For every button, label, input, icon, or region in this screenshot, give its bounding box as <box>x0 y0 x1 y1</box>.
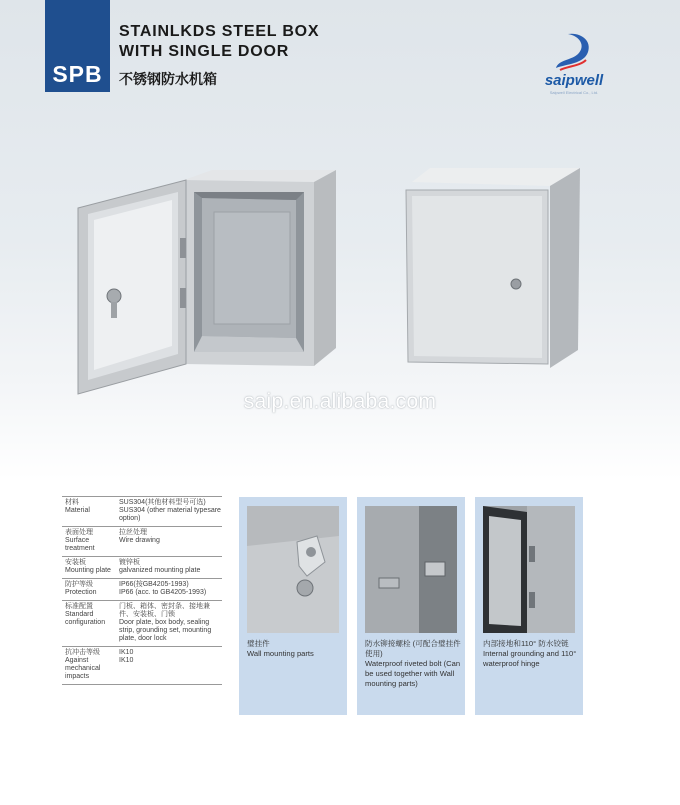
logo-tagline: Saipwell Electrical Co., Ltd. <box>549 90 599 95</box>
product-title <box>119 22 319 62</box>
logo-wordmark: saipwell <box>544 72 604 89</box>
spec-value-cell: 镀锌板 galvanized mounting plate <box>119 557 222 579</box>
spec-label-cell: 表面处理 Surface treatment <box>62 527 119 557</box>
hinge-photo <box>483 506 575 633</box>
watermark: saip.en.alibaba.com <box>243 390 437 413</box>
feature-panel-wall-mount <box>239 497 347 715</box>
closed-enclosure-image <box>400 164 580 374</box>
riveted-bolt-photo <box>365 506 457 633</box>
feature-caption: 防水铆接螺栓 (可配合璧挂件使用) Waterproof riveted bolt (Can be used together with Wall mounting parts) <box>365 639 461 688</box>
spec-label-cell: 材料 Material <box>62 497 119 527</box>
table-row <box>62 579 222 601</box>
table-row <box>62 497 222 527</box>
title-line-2: WITH SINGLE DOOR <box>119 43 290 60</box>
spec-table <box>62 496 222 685</box>
table-row <box>62 557 222 579</box>
feature-panel-riveted-bolt <box>357 497 465 715</box>
spec-label-cell: 防护等级 Protection <box>62 579 119 601</box>
table-row <box>62 647 222 685</box>
spec-label-cell: 标准配置 Standard configuration <box>62 601 119 647</box>
saipwell-logo <box>528 30 620 100</box>
spec-value-cell: 拉丝处理 Wire drawing <box>119 527 222 557</box>
title-line-1: STAINLKDS STEEL BOX <box>119 23 320 40</box>
spec-value-cell: SUS304(其他材料型号可选) SUS304 (other material typesare option) <box>119 497 222 527</box>
feature-caption: 内部接地和110° 防水铰链 Internal grounding and 110° waterproof hinge <box>483 639 577 668</box>
open-enclosure-image <box>74 168 344 408</box>
feature-panel-hinge <box>475 497 583 715</box>
spec-label-cell: 安装板 Mounting plate <box>62 557 119 579</box>
spec-value-cell: IK10 IK10 <box>119 647 222 685</box>
spec-value-cell: IP66(按GB4205-1993) IP66 (acc. to GB4205-1993) <box>119 579 222 601</box>
feature-caption: 璧挂件 Wall mounting parts <box>247 639 314 658</box>
wall-mount-photo <box>247 506 339 633</box>
series-badge <box>45 0 110 92</box>
series-code: SPB <box>52 61 103 87</box>
spec-label-cell: 抗冲击等级 Against mechanical impacts <box>62 647 119 685</box>
swoosh-logo-icon <box>528 30 620 74</box>
table-row <box>62 527 222 557</box>
product-subtitle-cn: 不锈钢防水机箱 <box>119 71 217 87</box>
spec-value-cell: 门板、箱体、密封条、接地兼件、安装板、门锁 Door plate, box body, sealing strip, grounding set, mounting plate, door lock <box>119 601 222 647</box>
table-row <box>62 601 222 647</box>
